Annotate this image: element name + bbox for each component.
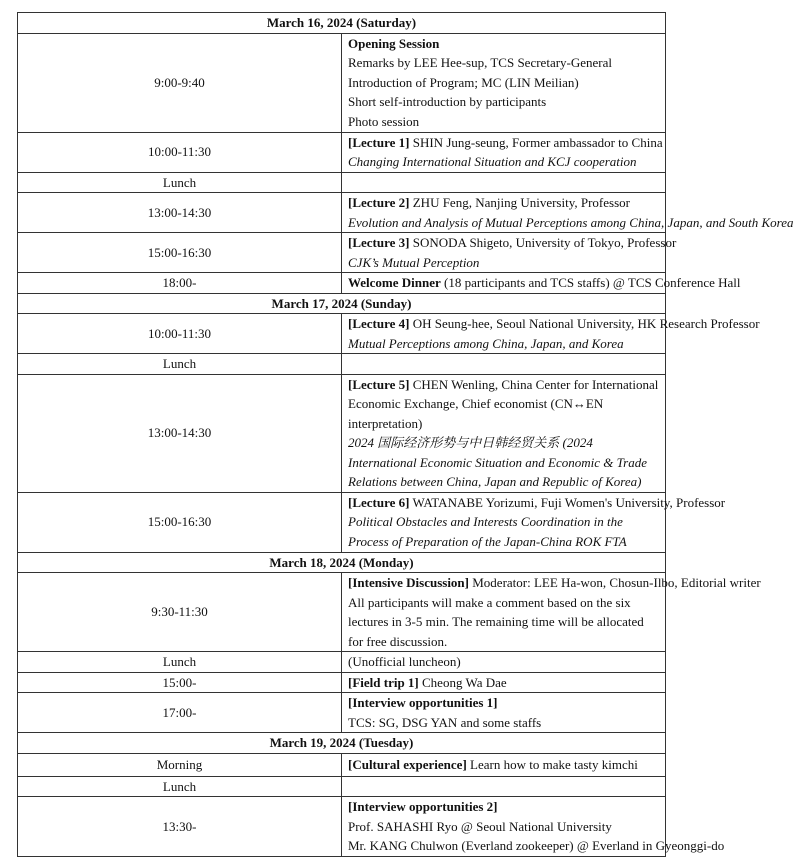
time-cell: 9:00-9:40 — [18, 33, 342, 132]
event-text: Learn how to make tasty kimchi — [466, 756, 638, 772]
schedule-row — [18, 797, 666, 857]
content-cell — [342, 172, 666, 193]
time-cell: 13:00-14:30 — [18, 193, 342, 233]
schedule-row — [18, 776, 666, 797]
schedule-row — [18, 172, 666, 193]
schedule-row — [18, 273, 666, 294]
content-cell — [342, 797, 725, 857]
session-line: Short self-introduction by participants — [348, 94, 547, 110]
content-cell — [342, 693, 666, 733]
time-cell: 13:00-14:30 — [18, 374, 342, 492]
time-cell: 10:00-11:30 — [18, 132, 342, 172]
lecture-topic: Mutual Perceptions among China, Japan, and Korea — [348, 335, 624, 351]
content-cell — [342, 33, 666, 132]
content-cell — [342, 753, 666, 776]
event-text: Cheong Wa Dae — [418, 674, 507, 690]
lecture-speaker: CHEN Wenling, China Center for International Economic Exchange, Chief economist (CN↔EN interpretation) — [348, 376, 659, 431]
time-cell: Lunch — [18, 776, 342, 797]
discussion-moderator: Moderator: LEE Ha-won, Chosun-Ilbo, Editorial writer — [469, 575, 761, 590]
lecture-speaker: ZHU Feng, Nanjing University, Professor — [409, 195, 630, 210]
schedule-row — [18, 753, 666, 776]
discussion-text: All participants will make a comment based on the six lectures in 3-5 min. The remaining time will be allocated for free discussion. — [348, 594, 644, 649]
day-header-row — [18, 13, 666, 34]
schedule-row — [18, 314, 666, 354]
lecture-label: [Lecture 1] — [348, 134, 410, 150]
content-cell: (Unofficial luncheon) — [342, 652, 666, 673]
lecture-label: [Lecture 6] — [348, 494, 410, 510]
lecture-speaker: SONODA Shigeto, University of Tokyo, Professor — [409, 235, 677, 250]
time-cell: 15:00-16:30 — [18, 492, 342, 552]
time-cell: Lunch — [18, 652, 342, 673]
schedule-row — [18, 492, 666, 552]
schedule-row — [18, 693, 666, 733]
time-cell: 10:00-11:30 — [18, 314, 342, 354]
time-cell: 9:30-11:30 — [18, 573, 342, 652]
day-header-row — [18, 293, 666, 314]
lecture-topic: Political Obstacles and Interests Coordination in the Process of Preparation of the Japan-China ROK FTA — [348, 514, 627, 549]
time-cell: Lunch — [18, 354, 342, 375]
event-label: [Interview opportunities 2] — [348, 799, 498, 815]
event-text: Mr. KANG Chulwon (Everland zookeeper) @ Everland in Gyeonggi-do — [348, 838, 725, 854]
lecture-label: [Lecture 4] — [348, 316, 410, 331]
schedule-row — [18, 652, 666, 673]
time-cell: 18:00- — [18, 273, 342, 294]
session-title: Opening Session — [348, 35, 440, 51]
content-cell — [342, 273, 741, 294]
event-label: [Field trip 1] — [348, 674, 419, 690]
lecture-topic: 2024 国际经济形势与中日韩经贸关系 (2024 International Economic Situation and Economic & Trade Relations between China, Japan and Republic of Korea) — [348, 435, 647, 489]
day-header-row — [18, 733, 666, 754]
content-cell — [342, 132, 666, 172]
session-line: Photo session — [348, 113, 420, 129]
time-cell: Lunch — [18, 172, 342, 193]
schedule-row — [18, 193, 666, 233]
content-cell — [342, 354, 666, 375]
content-cell — [342, 573, 761, 652]
lecture-topic: Changing International Situation and KCJ cooperation — [348, 154, 637, 169]
event-text: (18 participants and TCS staffs) @ TCS Conference Hall — [440, 275, 741, 290]
event-label: [Interview opportunities 1] — [348, 695, 498, 710]
lecture-topic: Evolution and Analysis of Mutual Perceptions among China, Japan, and South Korea — [348, 214, 793, 230]
day-header: March 17, 2024 (Sunday) — [18, 293, 666, 314]
event-label: Welcome Dinner — [348, 275, 441, 290]
schedule-row — [18, 132, 666, 172]
schedule-row — [18, 672, 666, 693]
event-label: [Cultural experience] — [348, 756, 467, 772]
content-cell — [342, 233, 677, 273]
content-cell — [342, 492, 726, 552]
discussion-label: [Intensive Discussion] — [348, 575, 469, 590]
content-cell — [342, 314, 760, 354]
content-cell — [342, 374, 666, 492]
lecture-label: [Lecture 5] — [348, 376, 410, 392]
content-cell — [342, 776, 666, 797]
day-header-row — [18, 552, 666, 573]
lecture-topic: CJK’s Mutual Perception — [348, 254, 480, 270]
schedule-table — [17, 12, 793, 857]
lecture-speaker: OH Seung-hee, Seoul National University, HK Research Professor — [409, 316, 760, 331]
time-cell: Morning — [18, 753, 342, 776]
lecture-label: [Lecture 3] — [348, 235, 410, 250]
schedule-row — [18, 374, 666, 492]
lecture-speaker: SHIN Jung-seung, Former ambassador to China — [409, 134, 663, 150]
time-cell: 13:30- — [18, 797, 342, 857]
schedule-row — [18, 354, 666, 375]
schedule-row — [18, 573, 666, 652]
content-cell — [342, 672, 666, 693]
time-cell: 15:00-16:30 — [18, 233, 342, 273]
schedule-row — [18, 233, 666, 273]
session-line: Remarks by LEE Hee-sup, TCS Secretary-General — [348, 55, 613, 71]
event-text: TCS: SG, DSG YAN and some staffs — [348, 714, 542, 730]
day-header: March 16, 2024 (Saturday) — [18, 13, 666, 34]
event-text: Prof. SAHASHI Ryo @ Seoul National University — [348, 818, 612, 834]
day-header: March 18, 2024 (Monday) — [18, 552, 666, 573]
content-cell — [342, 193, 793, 233]
lecture-speaker: WATANABE Yorizumi, Fuji Women's University, Professor — [409, 494, 726, 510]
schedule-row — [18, 33, 666, 132]
day-header: March 19, 2024 (Tuesday) — [18, 733, 666, 754]
session-line: Introduction of Program; MC (LIN Meilian) — [348, 74, 579, 90]
time-cell: 15:00- — [18, 672, 342, 693]
lecture-label: [Lecture 2] — [348, 195, 410, 210]
time-cell: 17:00- — [18, 693, 342, 733]
